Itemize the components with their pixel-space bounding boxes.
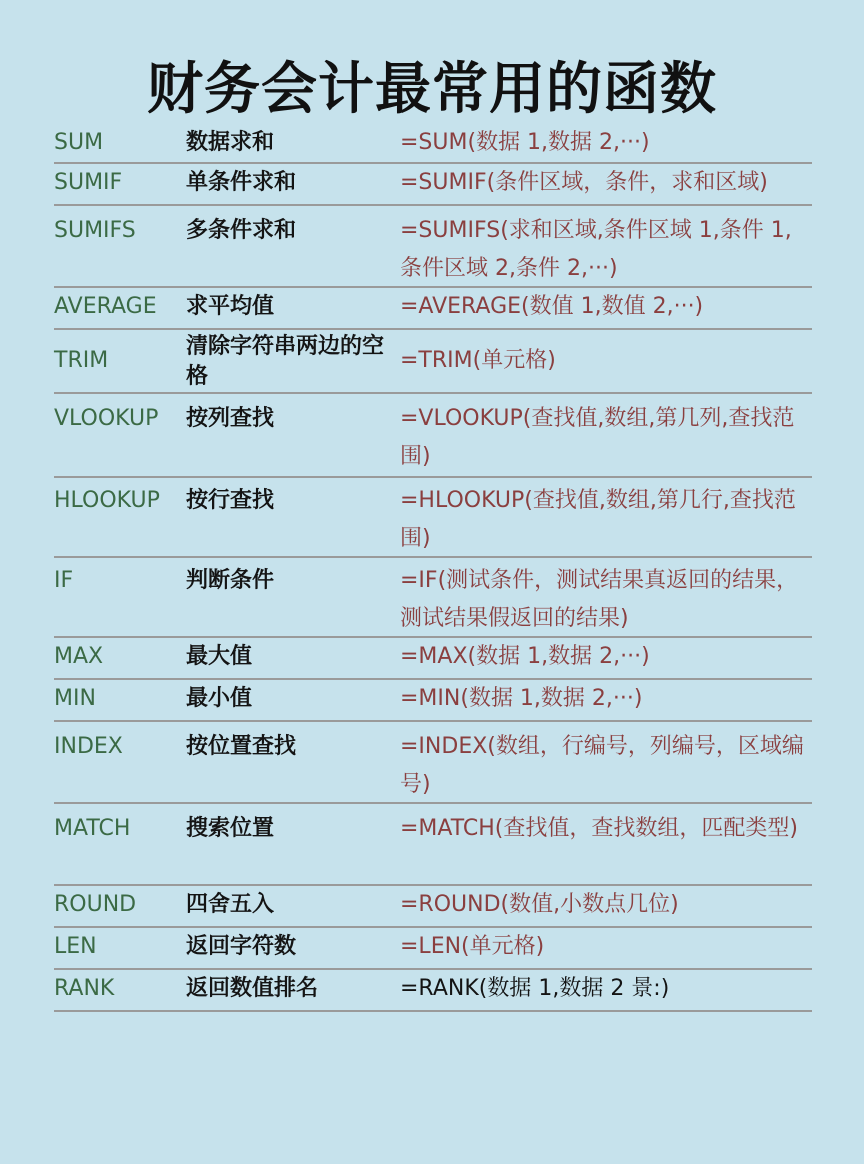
function-description: 求平均值 — [186, 294, 275, 319]
function-description: 返回数值排名 — [186, 976, 319, 1001]
function-description: 返回字符数 — [186, 934, 297, 959]
table-row — [54, 288, 812, 330]
function-name: TRIM — [54, 348, 109, 373]
function-name: HLOOKUP — [54, 488, 160, 513]
function-syntax: =MAX(数据 1,数据 2,···) — [400, 644, 650, 669]
function-syntax: =ROUND(数值,小数点几位) — [400, 892, 679, 917]
table-row — [54, 206, 812, 288]
table-row — [54, 164, 812, 206]
function-description: 按列查找 — [186, 406, 275, 431]
function-name: RANK — [54, 976, 115, 1001]
function-name: MATCH — [54, 816, 131, 841]
function-table — [54, 124, 812, 1012]
function-name: IF — [54, 568, 74, 593]
function-name: AVERAGE — [54, 294, 157, 319]
function-name: INDEX — [54, 734, 123, 759]
function-syntax: =LEN(单元格) — [400, 934, 545, 959]
function-syntax: =VLOOKUP(查找值,数组,第几列,查找范围) — [400, 406, 795, 469]
function-description: 搜索位置 — [186, 816, 275, 841]
table-row — [54, 928, 812, 970]
page-title: 财务会计最常用的函数 — [147, 57, 717, 122]
function-description: 四舍五入 — [186, 892, 275, 917]
function-syntax: =INDEX(数组，行编号，列编号，区域编号) — [400, 734, 804, 797]
table-row — [54, 478, 812, 558]
function-description: 数据求和 — [186, 130, 275, 155]
table-row — [54, 558, 812, 638]
function-name: ROUND — [54, 892, 137, 917]
function-syntax: =RANK(数据 1,数据 2 景:) — [400, 976, 670, 1001]
function-syntax: =TRIM(单元格) — [400, 348, 556, 373]
function-description: 判断条件 — [186, 568, 275, 593]
function-syntax: =HLOOKUP(查找值,数组,第几行,查找范围) — [400, 488, 796, 551]
table-row — [54, 886, 812, 928]
function-description: 清除字符串两边的空格 — [186, 334, 385, 389]
function-syntax: =MIN(数据 1,数据 2,···) — [400, 686, 643, 711]
function-syntax: =IF(测试条件，测试结果真返回的结果，测试结果假返回的结果) — [400, 568, 799, 631]
table-row — [54, 970, 812, 1012]
function-syntax: =SUMIFS(求和区域,条件区域 1,条件 1,条件区域 2,条件 2,···) — [400, 218, 792, 281]
function-syntax: =MATCH(查找值，查找数组，匹配类型) — [400, 816, 798, 841]
function-syntax: =SUM(数据 1,数据 2,···) — [400, 130, 650, 155]
table-row — [54, 680, 812, 722]
function-name: LEN — [54, 934, 97, 959]
function-syntax: =AVERAGE(数值 1,数值 2,···) — [400, 294, 704, 319]
function-syntax: =SUMIF(条件区域，条件，求和区域) — [400, 170, 768, 195]
table-row — [54, 330, 812, 394]
function-description: 多条件求和 — [186, 218, 297, 243]
function-name: SUM — [54, 130, 104, 155]
function-name: MIN — [54, 686, 96, 711]
function-description: 最小值 — [186, 686, 253, 711]
function-description: 最大值 — [186, 644, 253, 669]
table-row — [54, 638, 812, 680]
table-row — [54, 124, 812, 164]
function-description: 单条件求和 — [186, 170, 297, 195]
table-row — [54, 394, 812, 478]
function-description: 按行查找 — [186, 488, 275, 513]
function-name: SUMIF — [54, 170, 123, 195]
table-row — [54, 722, 812, 804]
function-description: 按位置查找 — [186, 734, 297, 759]
function-name: SUMIFS — [54, 218, 136, 243]
function-name: MAX — [54, 644, 104, 669]
function-name: VLOOKUP — [54, 406, 159, 431]
table-row — [54, 804, 812, 886]
